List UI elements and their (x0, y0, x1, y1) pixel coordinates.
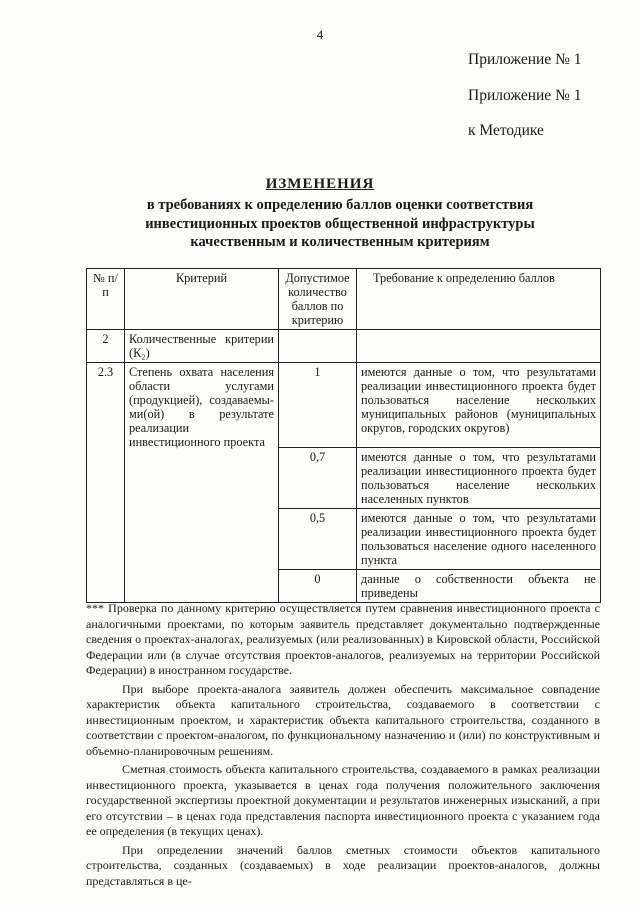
document-title: ИЗМЕНЕНИЯ (265, 176, 375, 192)
paragraph: При выборе проекта-аналога заявитель должен обеспечить максимальное совпадение характеристик объекта капитального строительства, создаваемого в соответствии с инвестиционным проектом, и характеристик объекта капитального строительства, созданного в соответствии с проектом-аналогом, по функциональному назначению и (или) по конструктивным и объемно-планировочным решениям. (86, 681, 600, 758)
appendix-label: Приложение № 1 (468, 51, 582, 68)
footnote: *** Проверка по данному критерию осуществляется путем сравнения инвестиционного проекта с аналогичными проектами, по которым заявитель представляет документально подтвержденные сведения о проектах-аналогах, реализуемых (или реализованных) в Кировской области, Российской Федерации или (в случае отсутствия проектов-аналогов, реализуемых на территории Российской Федерации) в иностранном государстве. (86, 601, 600, 677)
subtitle-line: в требованиях к определению баллов оценки соответствия (146, 197, 534, 213)
section-num: 2 (87, 330, 125, 363)
header-num: № п/п (87, 269, 125, 330)
table-row (87, 363, 601, 448)
empty-cell (357, 330, 601, 363)
header-points: Допустимое количество баллов по критерию (279, 269, 357, 330)
requirement-text: имеются данные о том, что результатами реализации инвестиционного проекта будет пользоваться население нескольких населенных пунктов (357, 448, 601, 509)
row-criterion: Степень охвата населения области услугами (продукцией), создаваемы-ми(ой) в результате реализации инвестиционного проекта (125, 363, 279, 603)
appendix-label: Приложение № 1 (468, 87, 582, 104)
requirement-text: данные о собственности объекта не приведены (357, 570, 601, 603)
requirement-text: имеются данные о том, что результатами реализации инвестиционного проекта будет пользоваться население одного населенного пункта (357, 509, 601, 570)
notes-section (86, 601, 600, 892)
points-value: 0 (279, 570, 357, 603)
points-value: 0,7 (279, 448, 357, 509)
requirement-text: имеются данные о том, что результатами реализации инвестиционного проекта будет пользоваться население нескольких муниципальных районов (муниципальных округов, городских округов) (357, 363, 601, 448)
header-requirement: Требование к определению баллов (357, 269, 601, 330)
row-num: 2.3 (87, 363, 125, 603)
page-number: 4 (316, 27, 324, 42)
empty-cell (279, 330, 357, 363)
header-criterion: Критерий (125, 269, 279, 330)
table-header-row (87, 269, 601, 330)
points-value: 0,5 (279, 509, 357, 570)
appendix-methodology-label: к Методике (468, 122, 544, 139)
subtitle-line: инвестиционных проектов общественной инфраструктуры (145, 215, 535, 232)
paragraph: Сметная стоимость объекта капитального строительства, создаваемого в рамках реализации инвестиционного проекта, указывается в ценах года получения положительного заключения государственной экспертизы проектной документации и результатов инженерных изысканий, а при его отсутствии – в ценах года представления паспорта инвестиционного проекта с указанием года ее определения (в текущих ценах). (86, 762, 600, 838)
criteria-table (86, 268, 601, 603)
paragraph: При определении значений баллов сметных стоимости объектов капитального строительства, созданных (создаваемых) в ходе реализации проектов-аналогов, должны представляться в це- (86, 842, 600, 888)
section-row (87, 330, 601, 363)
points-value: 1 (279, 363, 357, 448)
subtitle-line: качественным и количественным критериям (190, 234, 490, 250)
section-criterion: Количественные критерии (К₂) (125, 330, 279, 363)
document-subtitle (80, 196, 600, 252)
